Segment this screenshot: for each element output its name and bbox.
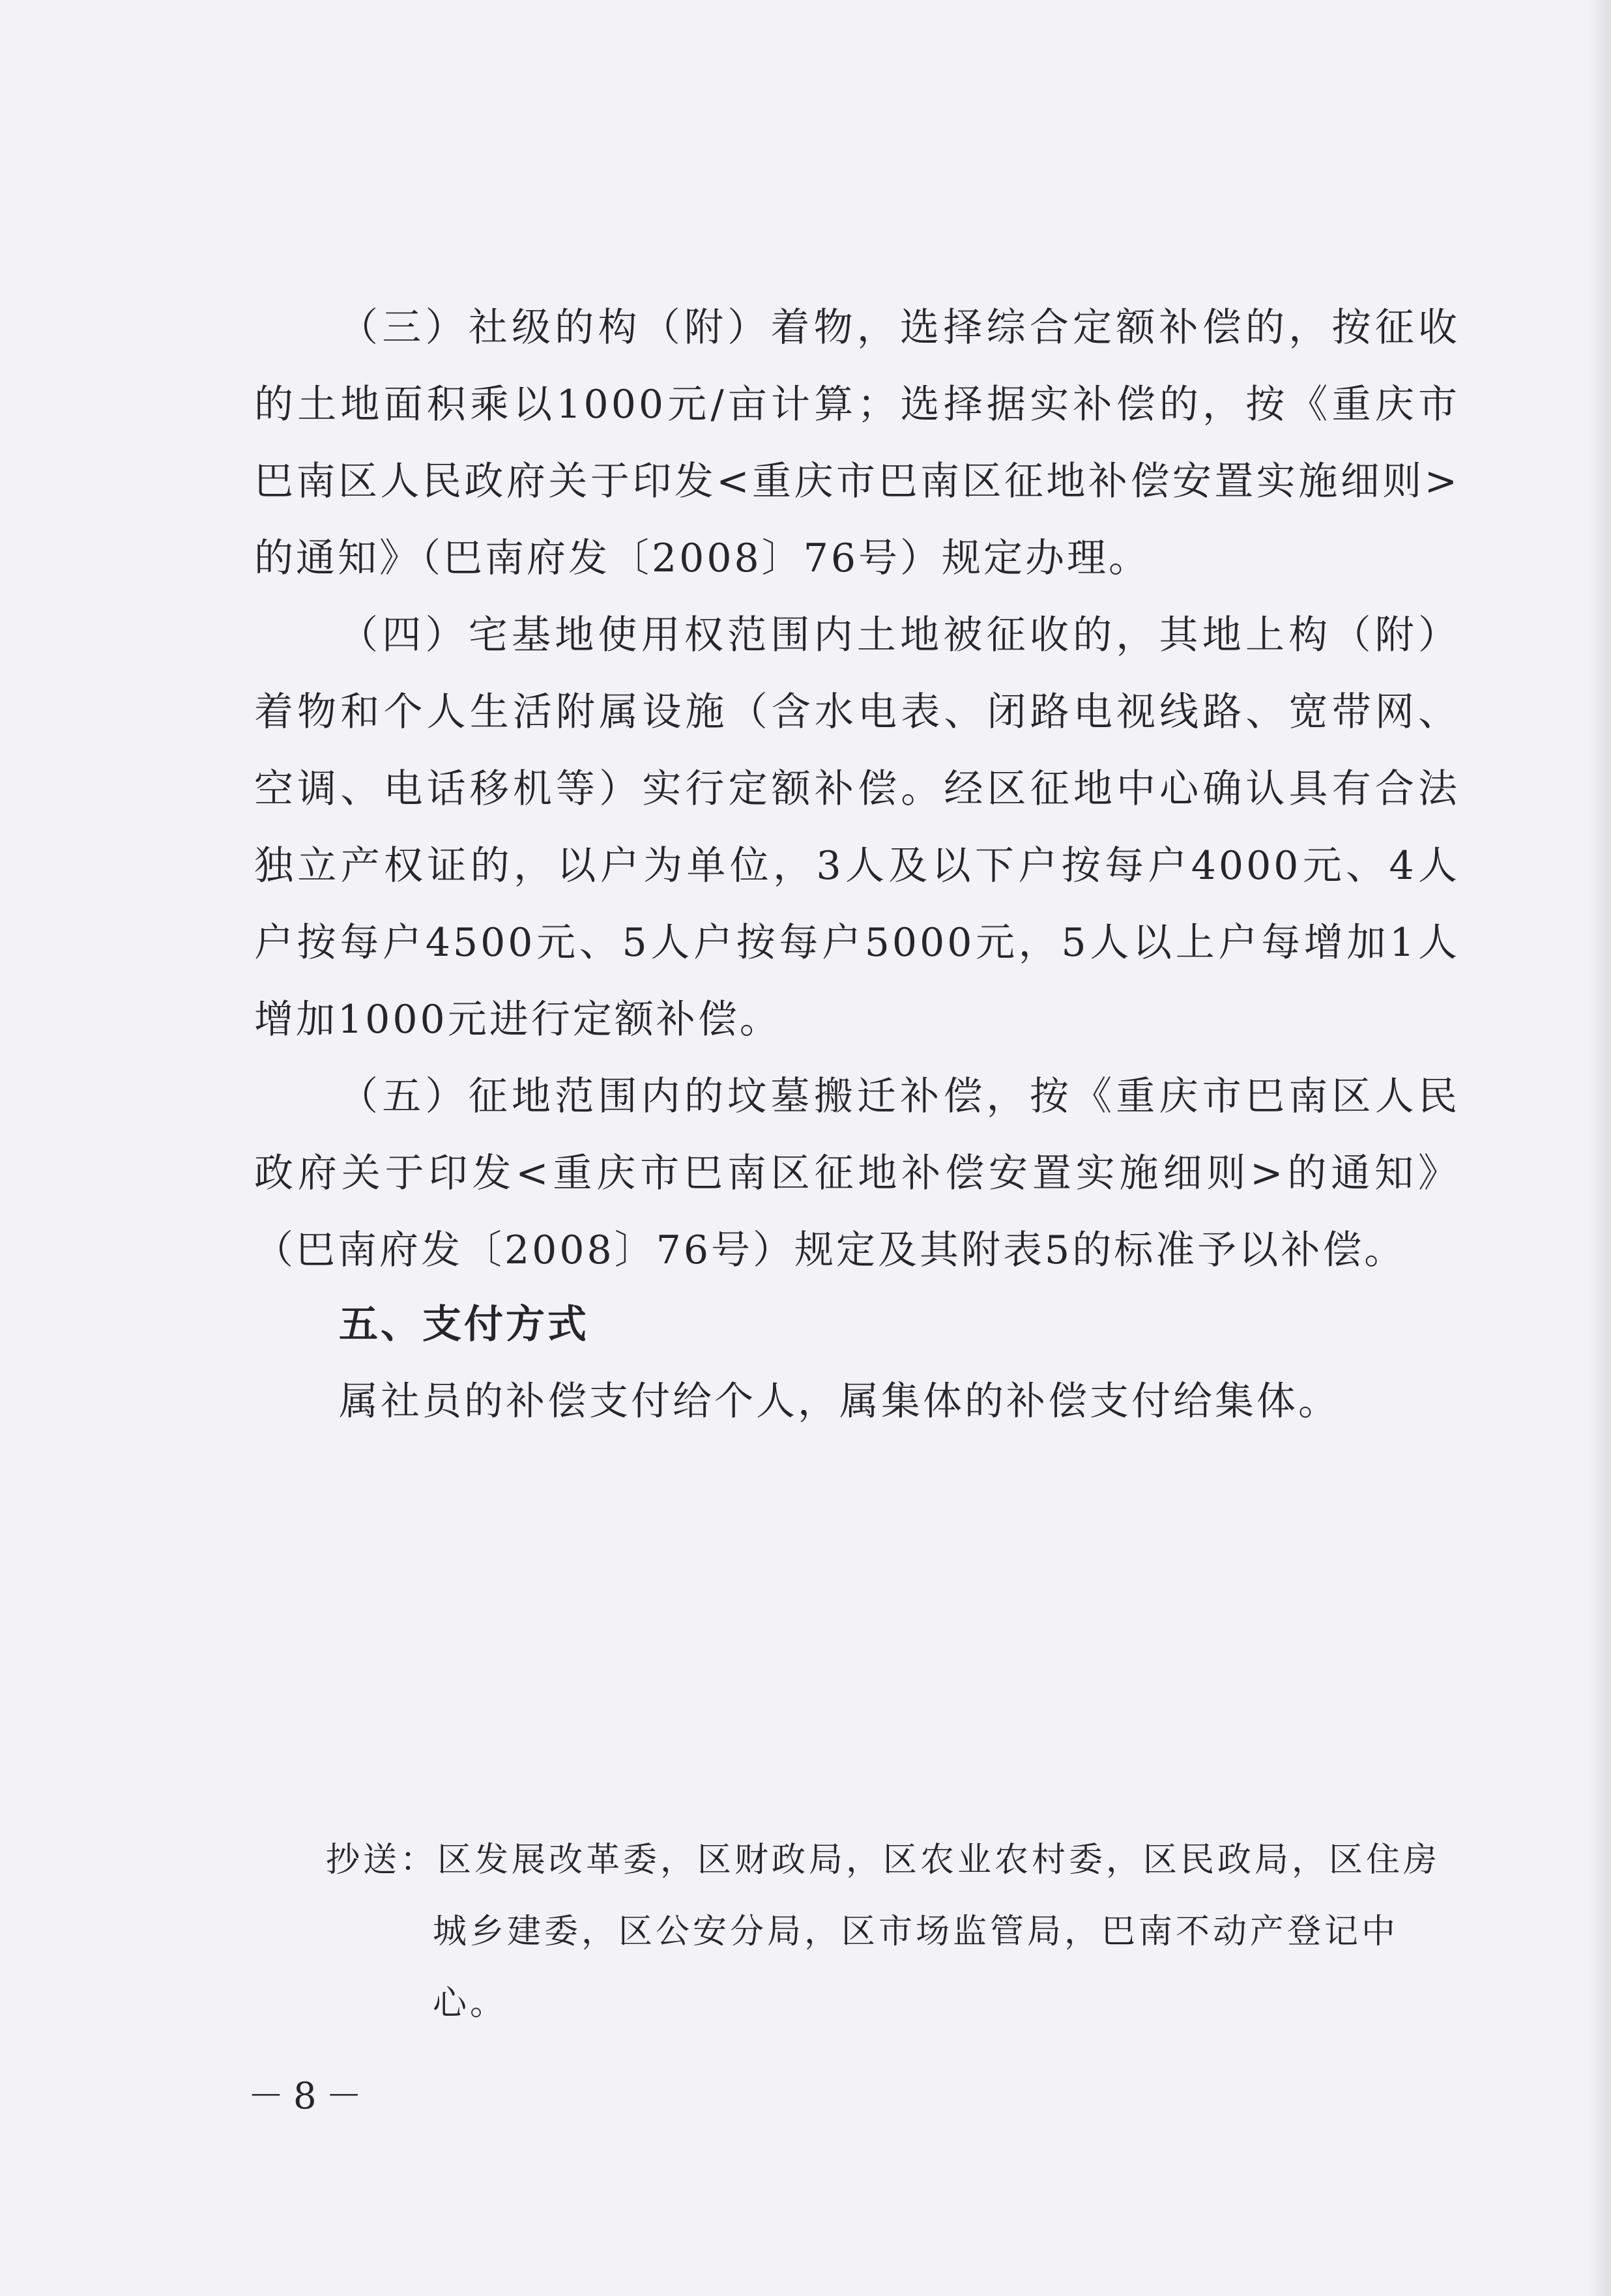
section-heading-payment: 五、支付方式 [339, 1302, 589, 1347]
cc-line-1: 抄送：区发展改革委，区财政局，区农业农村委，区民政局，区住房 [326, 1841, 1441, 1880]
cc-distribution-block [326, 1824, 1460, 2039]
cc-line-2: 城乡建委，区公安分局，区市场监管局，巴南不动产登记中心。 [433, 1912, 1399, 2023]
paragraph-item-4: （四）宅基地使用权范围内土地被征收的，其地上构（附）着物和个人生活附属设施（含水电表、闭路电视线路、宽带网、空调、电话移机等）实行定额补偿。经区征地中心确认具有合法独立产权证的，以户为单位，3人及以下户按每户4000元、4人户按每户4500元、5人户按每户5000元，5人以上户每增加1人增加1000元进行定额补偿。 [254, 612, 1460, 1042]
page-number: －8－ [248, 2075, 371, 2117]
scan-edge-shadow [1589, 0, 1611, 2296]
paragraph-item-5: （五）征地范围内的坟墓搬迁补偿，按《重庆市巴南区人民政府关于印发<重庆市巴南区征地补偿安置实施细则>的通知》（巴南府发〔2008〕76号）规定及其附表5的标准予以补偿。 [254, 1074, 1460, 1273]
paragraph-item-3: （三）社级的构（附）着物，选择综合定额补偿的，按征收的土地面积乘以1000元/亩计算；选择据实补偿的，按《重庆市巴南区人民政府关于印发<重庆市巴南区征地补偿安置实施细则>的通知》（巴南府发〔2008〕76号）规定办理。 [254, 305, 1460, 581]
payment-method-text: 属社员的补偿支付给个人，属集体的补偿支付给集体。 [339, 1379, 1340, 1424]
